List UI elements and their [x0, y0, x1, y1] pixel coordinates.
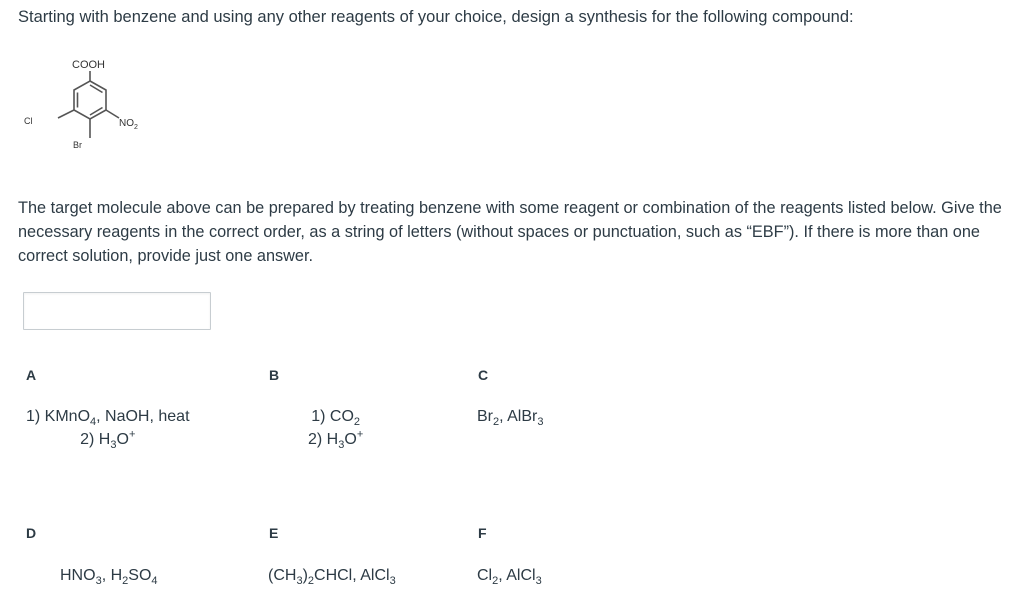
option-f-letter: F — [478, 525, 487, 541]
option-e-reagents: $(CH_3)_2CHCl$, AlCl$_3$ — [268, 567, 396, 588]
option-b-letter: B — [269, 367, 280, 383]
question-text: Starting with benzene and using any other reagents of your choice, design a synthesis for the following compound: — [18, 8, 854, 26]
option-c-reagents: $Br_2$, AlBr$_3$ — [477, 408, 544, 429]
option-d-reagents: $HNO_3$, $H_2SO_4$ — [60, 567, 158, 588]
instructions-text: The target molecule above can be prepared by treating benzene with some reagent or combination of the reagents listed below. Give the necessary reagents in the correct order, as a string of letters (without spaces or punctuation, such as “EBF”). If there is more than one correct solution, provide just one answer. — [18, 199, 1002, 265]
option-a-letter: A — [26, 367, 37, 383]
structure-br-label: Br — [73, 140, 82, 150]
option-a-reagents: 1) KMnO$_4$, NaOH, heat 2) $H_3O^+$ — [26, 408, 190, 452]
answer-input[interactable] — [23, 292, 211, 330]
target-molecule-structure — [20, 55, 160, 170]
option-f-reagents: $Cl_2$, AlCl$_3$ — [477, 567, 542, 588]
option-d-letter: D — [26, 525, 37, 541]
option-c-letter: C — [478, 367, 489, 383]
structure-no2-label: $NO_2$ — [119, 118, 138, 131]
structure-cooh-label: COOH — [72, 59, 105, 71]
option-e-letter: E — [269, 525, 279, 541]
structure-cl-label: Cl — [24, 116, 33, 126]
option-b-reagents: 1) $CO_2$ 2) $H_3O^+$ — [308, 408, 364, 452]
